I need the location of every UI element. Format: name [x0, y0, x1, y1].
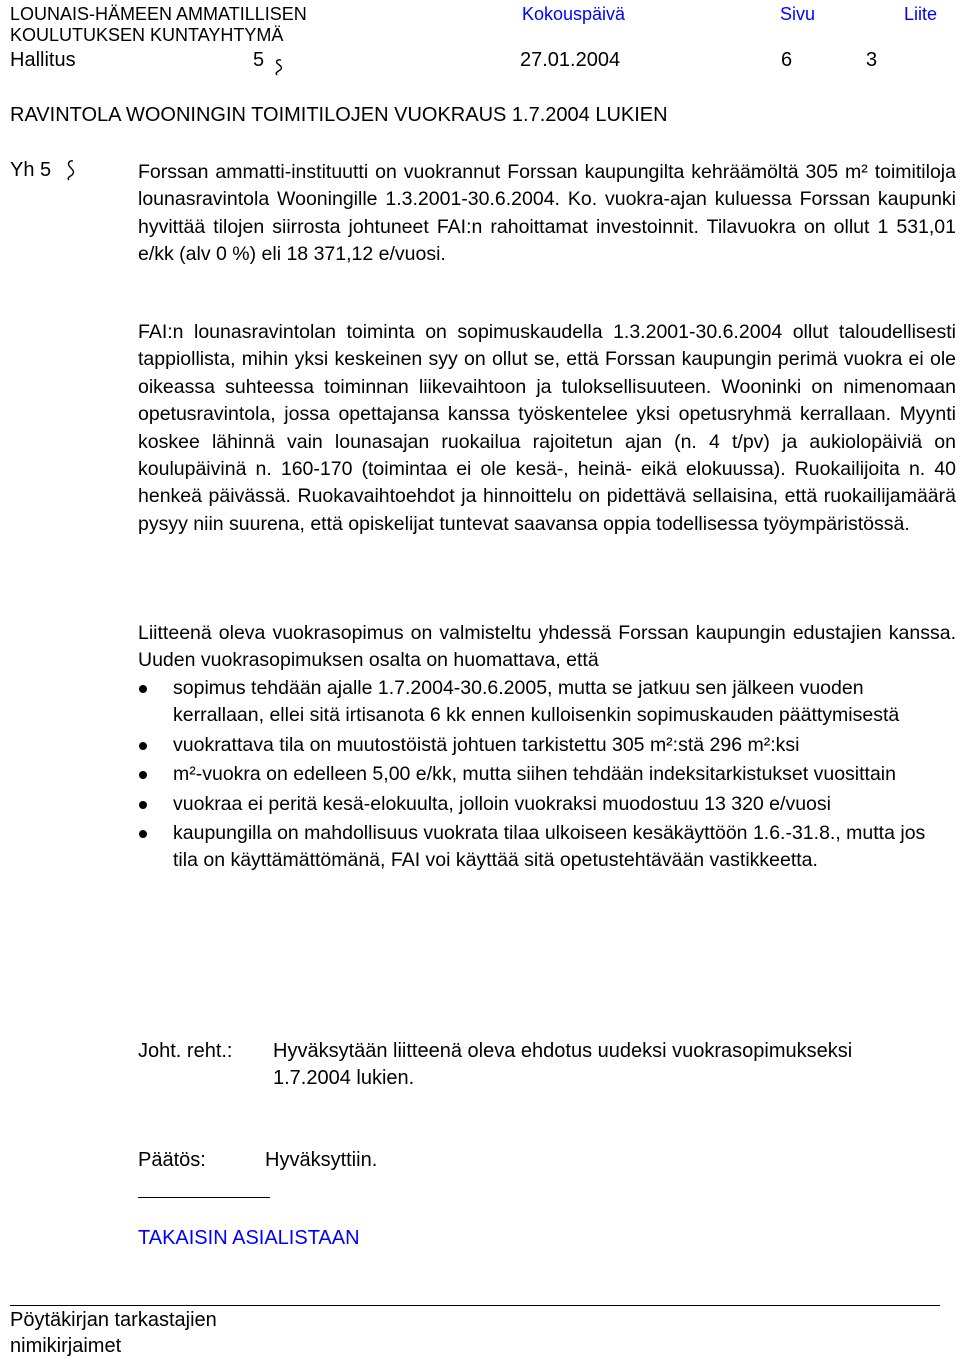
document-title: RAVINTOLA WOONINGIN TOIMITILOJEN VUOKRAUS 1.7.2004 LUKIEN	[10, 104, 668, 126]
header-page-number: 6	[781, 49, 793, 71]
list-item	[138, 732, 933, 759]
bullet-icon	[139, 742, 147, 750]
section-sign-icon	[63, 159, 79, 181]
agreement-terms-list	[138, 675, 956, 875]
section-sign-icon	[271, 58, 287, 76]
proposal-text-line2: 1.7.2004 lukien.	[273, 1067, 415, 1089]
bullet-icon	[139, 830, 147, 838]
list-item-text: vuokraa ei peritä kesä-elokuulta, jolloin vuokraksi muodostuu 13 320 e/vuosi	[173, 792, 831, 815]
proposal-text-line1: Hyväksytään liitteenä oleva ehdotus uudeksi vuokrasopimukseksi	[273, 1040, 853, 1062]
header-body-name: Hallitus	[10, 49, 76, 71]
footer-divider	[10, 1305, 940, 1306]
list-item	[138, 675, 933, 730]
header-attachment-number: 3	[866, 49, 878, 71]
header-attachment-label: Liite	[904, 4, 938, 24]
header-meeting-date-label: Kokouspäivä	[522, 4, 626, 24]
list-item	[138, 791, 933, 818]
list-item	[138, 761, 933, 788]
org-name-line1: LOUNAIS-HÄMEEN AMMATILLISEN	[10, 4, 307, 24]
header-page-label: Sivu	[780, 4, 816, 24]
paragraph-agreement: Liitteenä oleva vuokrasopimus on valmisteltu yhdessä Forssan kaupungin edustajien kanssa. Uuden vuokrasopimuksen osalta on huomattava, että	[138, 622, 956, 672]
org-name-line2: KOULUTUKSEN KUNTAYHTYMÄ	[10, 25, 284, 45]
bullet-icon	[139, 771, 147, 779]
paragraph-operations: FAI:n lounasravintolan toiminta on sopimuskaudella 1.3.2001-30.6.2004 ollut taloudellisesti tappiollista, mihin yksi keskeinen syy on ollut se, että Forssan kaupungin perimä vuokra ei ole oikeassa suhteessa toiminnan liikevaihtoon ja tuloksellisuuteen. Wooninki on nimenomaan opetusravintola, jossa opettajansa kanssa työskentelee yksi opetusryhmä kerrallaan. Myynti koskee lähinnä vain lounasajan ruokailua rajoitetun ajan (n. 4 t/pv) ja aukiolopäiviä on koulupäivinä n. 160-170 (toimintaa ei ole kesä-, heinä- eikä elokuussa). Ruokailijoita n. 40 henkeä päivässä. Ruokavaihtoehdot ja hinnoittelu on pidettävä sellaisina, että ruokailijamäärä pysyy niin suurena, että opiskelijat tuntevat saavansa oppia todellisessa työympäristössä.	[138, 321, 956, 535]
list-item-text: m²-vuokra on edelleen 5,00 e/kk, mutta siihen tehdään indeksitarkistukset vuosittain	[173, 763, 896, 786]
decision-text: Hyväksyttiin.	[265, 1149, 378, 1171]
list-item-text: vuokrattava tila on muutostöistä johtuen tarkistettu 305 m²:stä 296 m²:ksi	[173, 733, 800, 756]
proposal-label: Joht. reht.:	[138, 1040, 233, 1062]
list-item-text: kaupungilla on mahdollisuus vuokrata tilaa ulkoiseen kesäkäyttöön 1.6.-31.8., mutta jos tila on käyttämättömänä, FAI voi käyttää sitä opetustehtävään vastikkeetta.	[173, 822, 926, 872]
list-item	[138, 820, 933, 875]
back-to-agenda-link[interactable]: TAKAISIN ASIALISTAAN	[138, 1227, 360, 1249]
section-label: Yh 5	[10, 159, 52, 181]
footer-line1: Pöytäkirjan tarkastajien	[10, 1309, 217, 1331]
paragraph-intro: Forssan ammatti-instituutti on vuokrannut Forssan kaupungilta kehräämöltä 305 m² toimitiloja lounasravintola Wooningille 1.3.2001-30.6.2004. Ko. vuokra-ajan kuluessa Forssan kaupunki hyvittää tilojen siirrosta johtuneet FAI:n rahoittamat investoinnit. Tilavuokra on ollut 1 531,01 e/kk (alv 0 %) eli 18 371,12 e/vuosi.	[138, 161, 956, 266]
signature-line	[138, 1197, 270, 1198]
footer-line2: nimikirjaimet	[10, 1335, 122, 1357]
header-item-number: 5	[253, 49, 265, 71]
bullet-icon	[139, 685, 147, 693]
header-meeting-date: 27.01.2004	[520, 49, 621, 71]
bullet-icon	[139, 801, 147, 809]
decision-label: Päätös:	[138, 1149, 206, 1171]
list-item-text: sopimus tehdään ajalle 1.7.2004-30.6.2005, mutta se jatkuu sen jälkeen vuoden kerrallaan, ellei sitä irtisanota 6 kk ennen kulloisenkin sopimuskauden päättymisestä	[173, 677, 900, 727]
